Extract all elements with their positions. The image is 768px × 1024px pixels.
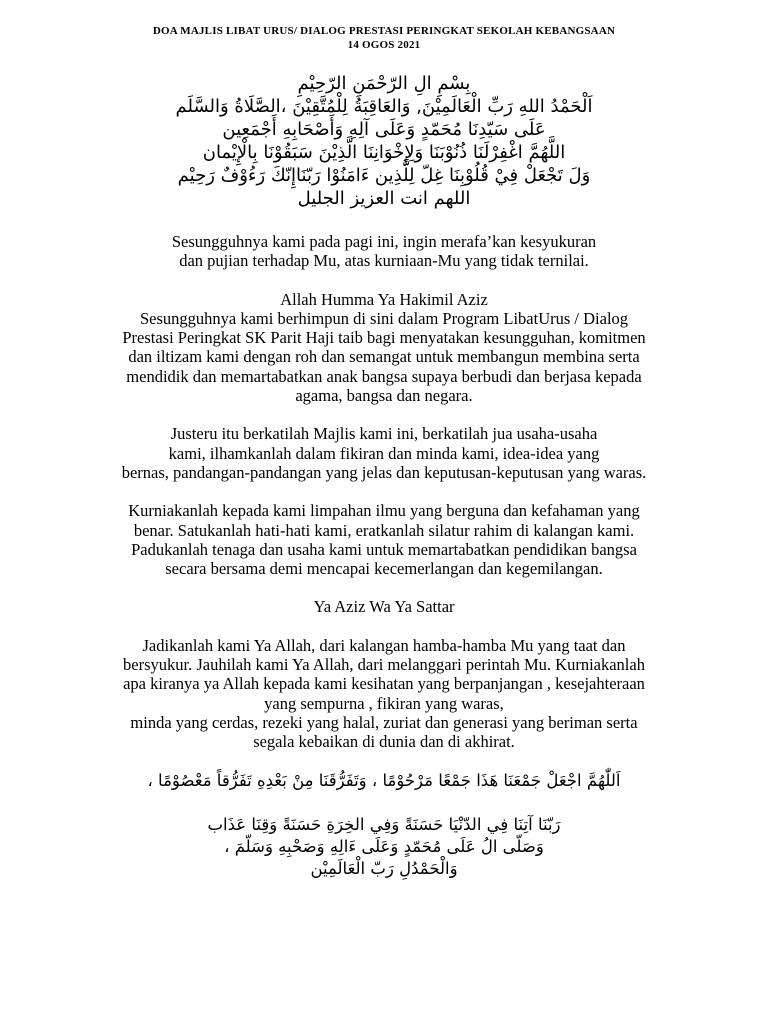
arabic-closing-line: وَالْحَمْدُلِ رَبّ الْعَالَمِيْن [310, 858, 458, 878]
arabic-opening-line: بِسْمِ الِ الرّحْمَنِ الرّحِيْمِ [297, 73, 471, 94]
invocation-aziz-sattar: Ya Aziz Wa Ya Sattar [313, 597, 455, 617]
paragraph-knowledge [80, 501, 688, 578]
arabic-closing-line: رَبّنَا آتِنَا فِي الدّنْيَا حَسَنَةً وَفِي الخِرَةِ حَسَنَةً وَقِنَا عَذَاب [207, 814, 561, 834]
paragraph-blessing [80, 424, 688, 482]
paragraph-line: Prestasi Peringkat SK Parit Haji taib bagi menyatakan kesungguhan, komitmen [122, 328, 646, 348]
paragraph-gathering [80, 290, 688, 406]
paragraph-line: kami, ilhamkanlah dalam fikiran dan minda kami, idea-idea yang [168, 443, 600, 463]
paragraph-line: mendidik dan memartabatkan anak bangsa supaya berbudi dan berjasa kepada [126, 366, 642, 386]
paragraph-gratitude [80, 232, 688, 271]
paragraph-line: apa kiranya ya Allah kepada kami kesihatan yang berpanjangan , kesejahteraan [123, 674, 645, 694]
paragraph-line: Justeru itu berkatilah Majlis kami ini, berkatilah jua usaha-usaha [170, 424, 598, 444]
paragraph-line: segala kebaikan di dunia dan di akhirat. [253, 732, 515, 752]
header-date: 14 OGOS 2021 [347, 39, 421, 51]
arabic-opening-line: عَلَى سَيّدِنَا مُحَمّدٍ وَعَلَى آلِهِ وَأَصْحَابِهِ أَجْمَعِين [222, 119, 546, 140]
paragraph-line: Padukanlah tenaga dan usaha kami untuk memartabatkan pendidikan bangsa [131, 539, 637, 559]
paragraph-line: Kurniakanlah kepada kami limpahan ilmu yang berguna dan kefahaman yang [128, 501, 640, 521]
arabic-opening-line: اَلْحَمْدُ اللهِ رَبِّ الْعَالَمِيْنَ, وَالعَاقِبَةُ لِلْمُتَّقِيْنَ ،الصَّلَاةُ وَالسَّلَم [175, 96, 593, 117]
arabic-opening-line: اللهم انت العزيز الجليل [297, 188, 471, 209]
arabic-opening-line: وَلَ تَجْعَلْ فِيْ قُلُوْبِنَا غِلّ لِلَّذِين ءَامَنُوْا رَبّنَاإِنّكَ رَءُوْفٌ رَحِيْم [177, 165, 591, 186]
document-header [80, 24, 688, 52]
arabic-closing-line: وَصَلّى الُ عَلَى مُحَمّدٍ وَعَلَى ءَالِهِ وَصَحْبِهِ وَسَلّمَ ، [224, 836, 544, 856]
paragraph-line: secara bersama demi mencapai kecemerlangan dan kegemilangan. [165, 559, 603, 579]
header-title: DOA MAJLIS LIBAT URUS/ DIALOG PRESTASI PERINGKAT SEKOLAH KEBANGSAAN [152, 25, 616, 37]
paragraph-invocation-sattar [80, 597, 688, 616]
paragraph-line: bersyukur. Jauhilah kami Ya Allah, dari melanggari perintah Mu. Kurniakanlah [123, 655, 645, 675]
paragraph-line: benar. Satukanlah hati-hati kami, eratkanlah silatur rahim di kalangan kami. [133, 520, 635, 540]
paragraph-line: Jadikanlah kami Ya Allah, dari kalangan hamba-hamba Mu yang taat dan [142, 635, 626, 655]
paragraph-line: agama, bangsa dan negara. [295, 386, 473, 406]
arabic-opening-prayer [80, 72, 688, 210]
paragraph-line: dan pujian terhadap Mu, atas kurniaan-Mu yang tidak ternilai. [179, 251, 589, 271]
paragraph-line: bernas, pandangan-pandangan yang jelas dan keputusan-keputusan yang waras. [121, 462, 647, 482]
paragraph-line: Sesungguhnya kami berhimpun di sini dalam Program LibatUrus / Dialog [139, 308, 629, 328]
arabic-opening-line: اللَّهُمَّ اغْفِرْلَنَا ذُنُوْبَنَا وَلِإِخْوَانِنَا الَّذِيْنَ سَبَقُوْنَا بِالْإِيْمان [202, 142, 566, 163]
paragraph-line: Sesungguhnya kami pada pagi ini, ingin merafa’kan kesyukuran [171, 232, 597, 251]
paragraph-line: minda yang cerdas, rezeki yang halal, zuriat dan generasi yang beriman serta [130, 712, 638, 732]
paragraph-line: yang sempurna , fikiran yang waras, [264, 693, 504, 713]
paragraph-line: dan iltizam kami dengan roh dan semangat untuk membangun membina serta [128, 347, 640, 367]
invocation-hakimil-aziz: Allah Humma Ya Hakimil Aziz [280, 289, 488, 309]
arabic-closing-line: اَللّٰهُمَّ اجْعَلْ جَمْعَنَا هَذَا جَمْعًا مَرْحُوْمًا ، وَتَفَرُّقَنَا مِنْ بَعْدِهِ تَفَرُّقاً مَعْصُوْمًا ، [147, 770, 621, 790]
paragraph-wellbeing [80, 636, 688, 752]
arabic-closing-prayer [80, 770, 688, 880]
